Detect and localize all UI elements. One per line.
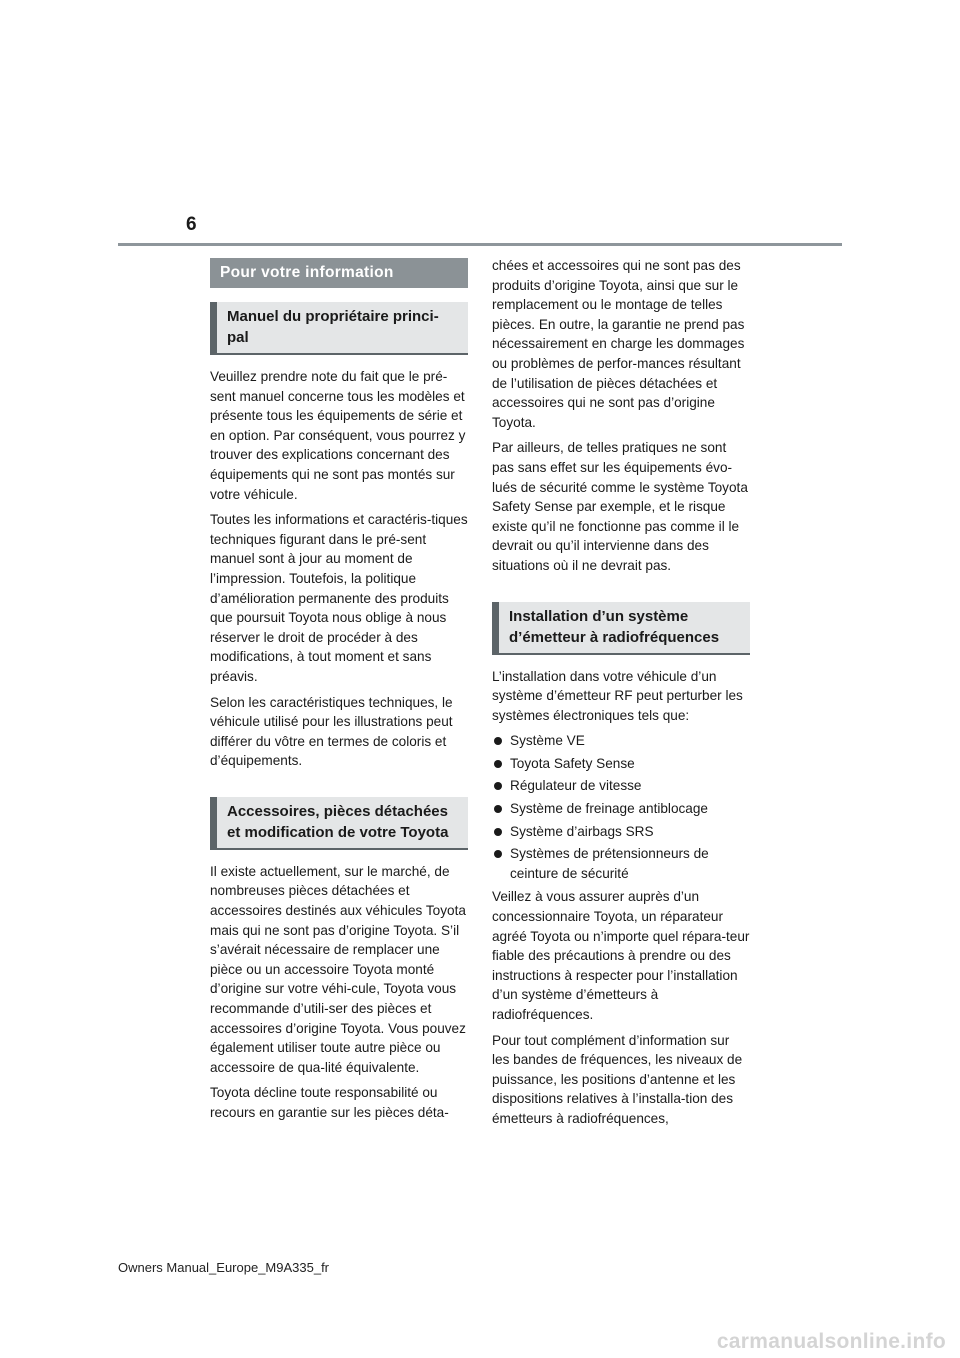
paragraph: Par ailleurs, de telles pratiques ne sont pas sans effet sur les équipements évo-lués de sécurité comme le système Toyota Safety Sense par exemple, et le risque existe qu’il ne fonctionne pas comme il le devrait ou qu’il intervienne dans des situations où il ne devrait pas. bbox=[492, 440, 748, 573]
header-rule bbox=[118, 243, 842, 246]
list-item: Système VE bbox=[492, 731, 750, 751]
paragraph: Toyota décline toute responsabilité ou recours en garantie sur les pièces déta- bbox=[210, 1085, 449, 1120]
heading-accessories: Accessoires, pièces détachées et modification de votre Toyota bbox=[210, 797, 468, 850]
bullet-icon bbox=[494, 782, 502, 790]
left-column bbox=[210, 256, 468, 1129]
bullet-icon bbox=[494, 805, 502, 813]
heading-owners-manual: Manuel du propriétaire princi-pal bbox=[210, 302, 468, 355]
bullet-icon bbox=[494, 737, 502, 745]
paragraph: Veillez à vous assurer auprès d’un concessionnaire Toyota, un réparateur agréé Toyota ou n’importe quel répara-teur fiable des précautions à prendre ou des instructions à respecter pour l’installation d’un système d’émetteurs à radiofréquences. bbox=[492, 889, 750, 1022]
list-item: Système d’airbags SRS bbox=[492, 822, 750, 842]
right-column bbox=[492, 256, 750, 1135]
list-item: Régulateur de vitesse bbox=[492, 776, 750, 796]
paragraph: L’installation dans votre véhicule d’un système d’émetteur RF peut perturber les systèmes électroniques tels que: bbox=[492, 668, 743, 723]
bullet-icon bbox=[494, 850, 502, 858]
paragraph: Veuillez prendre note du fait que le pré-sent manuel concerne tous les modèles et présente tous les équipements de série et en option. Par conséquent, vous pourrez y trouver des explications concernant des équipements qui ne sont pas montés sur votre véhicule. bbox=[210, 369, 466, 502]
list-item: Toyota Safety Sense bbox=[492, 754, 750, 774]
bullet-icon bbox=[494, 760, 502, 768]
paragraph: Il existe actuellement, sur le marché, de nombreuses pièces détachées et accessoires destinés aux véhicules Toyota mais qui ne sont pas d’origine Toyota. S’il s’avérait nécessaire de remplacer une pièce ou un accessoire Toyota monté d’origine sur votre véhi-cule, Toyota vous recommande d’utili-ser des pièces et accessoires d’origine Toyota. Vous pouvez également utiliser toute autre pièce ou accessoire de qua-lité équivalente. bbox=[210, 863, 466, 1075]
list-item: Système de freinage antiblocage bbox=[492, 799, 750, 819]
affected-systems-list bbox=[492, 731, 750, 883]
list-item: Systèmes de prétensionneurs de ceinture de sécurité bbox=[492, 844, 750, 883]
watermark: carmanualsonline.info bbox=[716, 1330, 946, 1353]
paragraph: Pour tout complément d’information sur les bandes de fréquences, les niveaux de puissance, les positions d’antenne et les dispositions relatives à l’installa-tion des émetteurs à radiofréquences, bbox=[492, 1032, 743, 1126]
paragraph: chées et accessoires qui ne sont pas des produits d’origine Toyota, ainsi que sur le remplacement ou le montage de telles pièces. En outre, la garantie ne prend pas nécessairement en charge les dommages ou problèmes de perfor-mances résultant de l’utilisation de pièces détachées et accessoires qui ne sont pas d’origine Toyota. bbox=[492, 258, 745, 430]
paragraph: Selon les caractéristiques techniques, le véhicule utilisé pour les illustrations peut différer du vôtre en termes de coloris et d’équipements. bbox=[210, 694, 453, 769]
heading-rf-transmitter: Installation d’un système d’émetteur à radiofréquences bbox=[492, 602, 750, 655]
footer-text: Owners Manual_Europe_M9A335_fr bbox=[118, 1260, 330, 1275]
page-number: 6 bbox=[186, 214, 197, 235]
paragraph: Toutes les informations et caractéris-tiques techniques figurant dans le pré-sent manuel sont à jour au moment de l’impression. Toutefois, la politique d’amélioration permanente des produits que poursuit Toyota nous oblige à nous réserver le droit de procéder à des modifications, à tout moment et sans préavis. bbox=[210, 512, 468, 684]
bullet-icon bbox=[494, 828, 502, 836]
section-title: Pour votre information bbox=[210, 258, 468, 288]
